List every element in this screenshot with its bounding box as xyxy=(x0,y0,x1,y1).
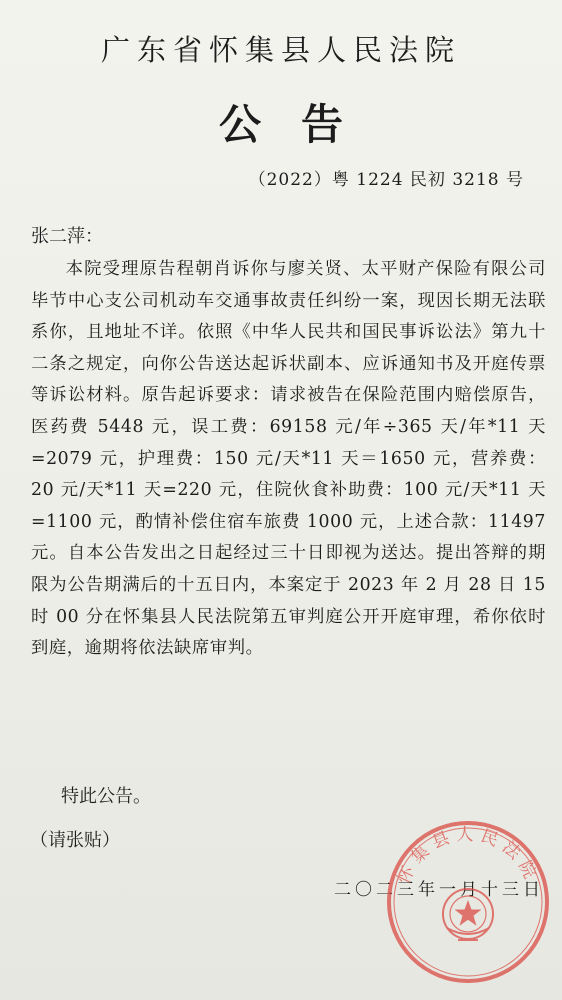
notice-title: 公告 xyxy=(218,100,383,149)
closing-line: 特此公告。 xyxy=(61,786,151,807)
posting-note: （请张贴） xyxy=(30,830,120,851)
case-number: （2022）粤 1224 民初 3218 号 xyxy=(248,170,524,190)
national-emblem-icon xyxy=(443,889,493,940)
issue-date: 二〇二三年一月十三日 xyxy=(334,880,544,900)
court-seal-graphic xyxy=(384,818,552,986)
court-seal xyxy=(384,818,552,986)
notice-body: 本院受理原告程朝肖诉你与廖关贤、太平财产保险有限公司毕节中心支公司机动车交通事故责任纠纷一案，现因长期无法联系你，且地址不详。依照《中华人民共和国民事诉讼法》第九十二条之规定，向你公告送达起诉状副本、应诉通知书及开庭传票等诉讼材料。原告起诉要求：请求被告在保险范围内赔偿原告，医药费 5448 元，误工费：69158 元/年÷365 天/年*11 天=2079 元，护理费：150 元/天*11 天＝1650 元，营养费：20 元/天*11 天=220 元，住院伙食补助费：100 元/天*11 天=1100 元，酌情补偿住宿车旅费 1000 元，上述合款：11497 元。自本公告发出之日起经过三十日即视为送达。提出答辩的期限为公告期满后的十五日内，本案定于 2023 年 2 月 28 日 15 时 00 分在怀集县人民法院第五审判庭公开开庭审理，希你依时到庭，逾期将依法缺席审判。 xyxy=(31,259,546,659)
svg-text:怀集县人民法院: 怀集县人民法院 xyxy=(393,825,543,888)
addressee: 张二萍： xyxy=(31,226,103,247)
court-name: 广东省怀集县人民法院 xyxy=(100,33,461,67)
